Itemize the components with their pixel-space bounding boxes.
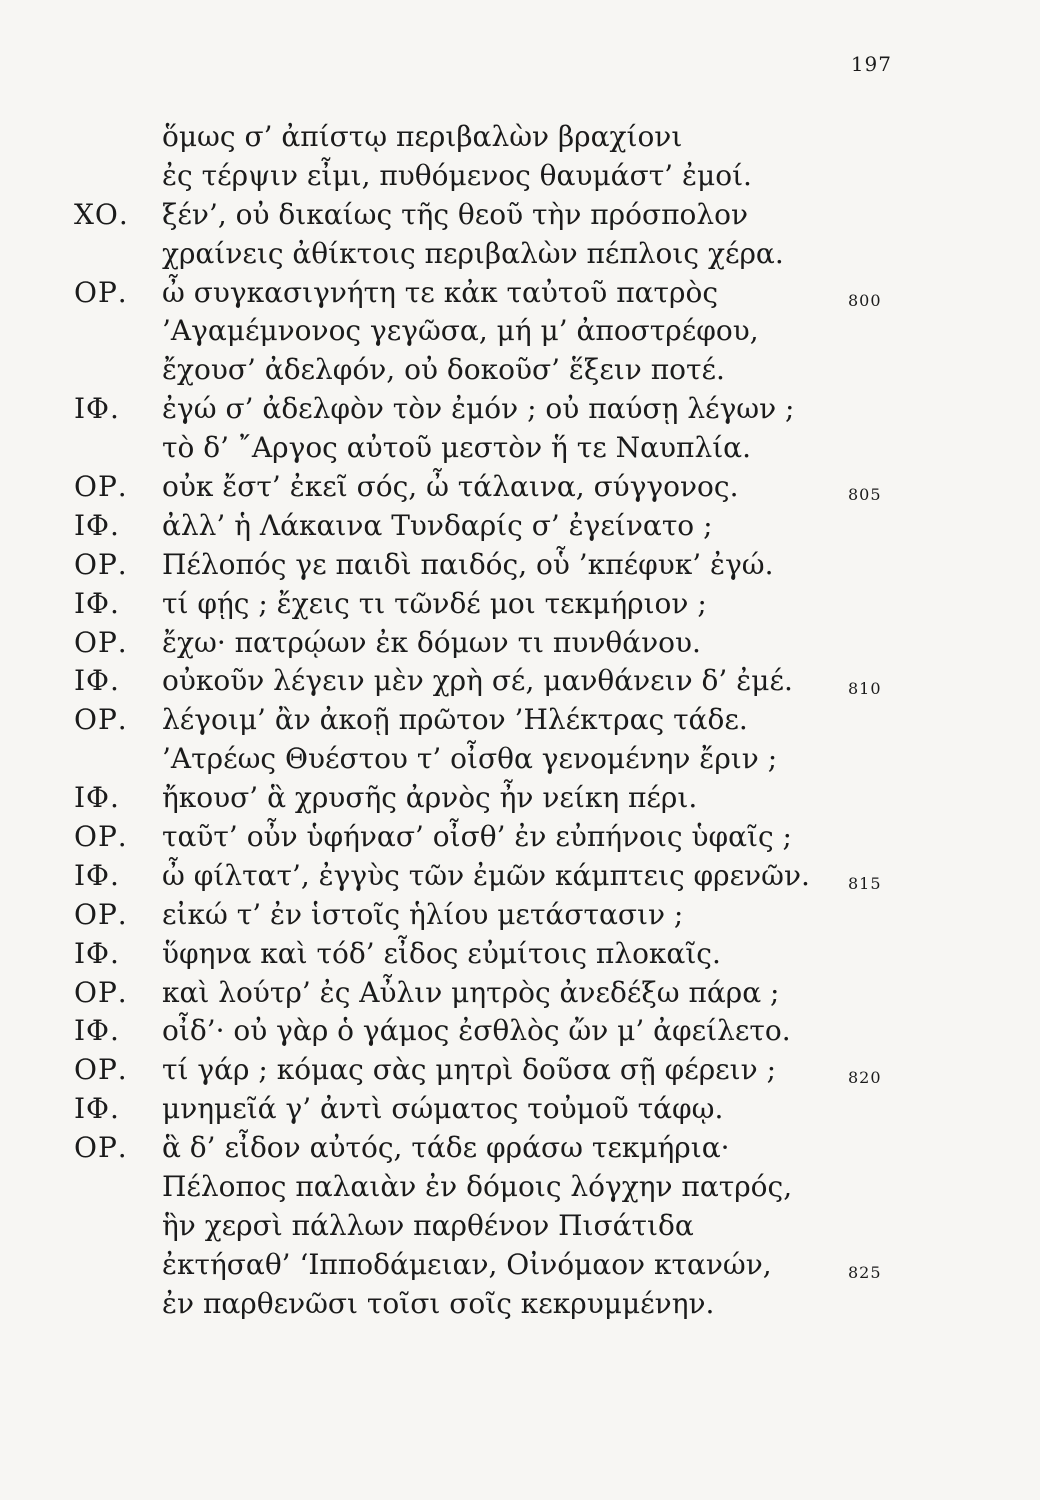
verse-line <box>0 1168 1040 1207</box>
verse-line <box>0 701 1040 740</box>
verse-lines <box>0 118 1040 1324</box>
speaker-label: ΟΡ. <box>74 470 128 504</box>
verse-line <box>0 1012 1040 1051</box>
verse-line <box>0 1090 1040 1129</box>
verse-text: ἐκτήσαθ’ ‘Ιπποδάμειαν, Οἰνόμαον κτανών, <box>162 1247 772 1281</box>
speaker-label: ΟΡ. <box>74 547 128 581</box>
verse-line <box>0 1246 1040 1285</box>
verse-text: ταῦτ’ οὖν ὑφήνασ’ οἶσθ’ ἐν εὐπήνοις ὑφαῖς ; <box>162 820 792 854</box>
verse-text: τί γάρ ; κόμας σὰς μητρὶ δοῦσα σῇ φέρειν ; <box>162 1053 777 1087</box>
verse-text: ἣν χερσὶ πάλλων παρθένον Πισάτιδα <box>162 1208 694 1242</box>
speaker-label: ΟΡ. <box>74 1053 128 1087</box>
verse-text: οὐκοῦν λέγειν μὲν χρὴ σέ, μανθάνειν δ’ ἐμέ. <box>162 664 793 698</box>
speaker-label: ΙΦ. <box>74 508 120 542</box>
verse-line <box>0 740 1040 779</box>
verse-line <box>0 624 1040 663</box>
verse-text: ἐς τέρψιν εἶμι, πυθόμενος θαυμάστ’ ἐμοί. <box>162 158 752 192</box>
verse-line <box>0 896 1040 935</box>
verse-line <box>0 429 1040 468</box>
speaker-label: ΟΡ. <box>74 820 128 854</box>
verse-text: ἔχω· πατρῴων ἐκ δόμων τι πυνθάνου. <box>162 625 701 659</box>
verse-text: Πέλοπος παλαιὰν ἐν δόμοις λόγχην πατρός, <box>162 1170 793 1204</box>
verse-text: ἀλλ’ ἡ Λάκαινα Τυνδαρίς σ’ ἐγείνατο ; <box>162 508 713 542</box>
verse-text: ὕφηνα καὶ τόδ’ εἶδος εὐμίτοις πλοκαῖς. <box>162 936 721 970</box>
speaker-label: ΧΟ. <box>74 197 129 231</box>
speaker-label: ΙΦ. <box>74 1014 120 1048</box>
verse-text: οὐκ ἔστ’ ἐκεῖ σός, ὦ τάλαινα, σύγγονος. <box>162 470 739 504</box>
verse-line <box>0 1285 1040 1324</box>
verse-line <box>0 235 1040 274</box>
verse-text: ἐγώ σ’ ἀδελφὸν τὸν ἐμόν ; οὐ παύσῃ λέγων ; <box>162 392 795 426</box>
verse-text: λέγοιμ’ ἂν ἀκοῇ πρῶτον ’Ηλέκτρας τάδε. <box>162 703 748 737</box>
verse-line <box>0 1051 1040 1090</box>
verse-line <box>0 546 1040 585</box>
speaker-label: ΟΡ. <box>74 275 128 309</box>
verse-text: ἔχουσ’ ἀδελφόν, οὐ δοκοῦσ’ ἕξειν ποτέ. <box>162 353 725 387</box>
verse-text: ἐν παρθενῶσι τοῖσι σοῖς κεκρυμμένην. <box>162 1286 715 1320</box>
verse-line <box>0 779 1040 818</box>
line-number: 820 <box>848 1068 882 1088</box>
verse-line <box>0 196 1040 235</box>
verse-line <box>0 351 1040 390</box>
verse-text: ’Ατρέως Θυέστου τ’ οἶσθα γενομένην ἔριν ; <box>162 742 778 776</box>
verse-line <box>0 118 1040 157</box>
verse-text: τί φῄς ; ἔχεις τι τῶνδέ μοι τεκμήριον ; <box>162 586 707 620</box>
speaker-label: ΟΡ. <box>74 897 128 931</box>
speaker-label: ΙΦ. <box>74 936 120 970</box>
verse-text: καὶ λούτρ’ ἐς Αὖλιν μητρὸς ἀνεδέξω πάρα ; <box>162 975 780 1009</box>
page-number: 197 <box>850 52 892 76</box>
verse-line <box>0 974 1040 1013</box>
verse-line <box>0 157 1040 196</box>
speaker-label: ΙΦ. <box>74 664 120 698</box>
verse-line <box>0 1207 1040 1246</box>
verse-line <box>0 662 1040 701</box>
verse-line <box>0 312 1040 351</box>
line-number: 815 <box>848 873 882 893</box>
speaker-label: ΙΦ. <box>74 858 120 892</box>
verse-line <box>0 390 1040 429</box>
speaker-label: ΙΦ. <box>74 392 120 426</box>
speaker-label: ΟΡ. <box>74 625 128 659</box>
verse-text: ὅμως σ’ ἀπίστῳ περιβαλὼν βραχίονι <box>162 120 683 153</box>
verse-text: ὦ φίλτατ’, ἐγγὺς τῶν ἐμῶν κάμπτεις φρενῶν. <box>162 858 810 892</box>
verse-line <box>0 1129 1040 1168</box>
verse-line <box>0 857 1040 896</box>
verse-line <box>0 468 1040 507</box>
verse-line <box>0 818 1040 857</box>
verse-text: οἶδ’· οὐ γὰρ ὁ γάμος ἐσθλὸς ὤν μ’ ἀφείλετο. <box>162 1014 791 1048</box>
speaker-label: ΙΦ. <box>74 1092 120 1126</box>
verse-line <box>0 507 1040 546</box>
verse-text: Πέλοπός γε παιδὶ παιδός, οὗ ’κπέφυκ’ ἐγώ. <box>162 547 774 581</box>
verse-text: χραίνεις ἀθίκτοις περιβαλὼν πέπλοις χέρα. <box>162 236 784 270</box>
verse-line <box>0 274 1040 313</box>
line-number: 805 <box>848 485 882 505</box>
verse-text: ξέν’, οὐ δικαίως τῆς θεοῦ τὴν πρόσπολον <box>162 197 748 231</box>
verse-line <box>0 585 1040 624</box>
speaker-label: ΙΦ. <box>74 586 120 620</box>
line-number: 810 <box>848 679 882 699</box>
verse-text: εἰκώ τ’ ἐν ἱστοῖς ἡλίου μετάστασιν ; <box>162 897 684 931</box>
line-number: 800 <box>848 290 882 310</box>
verse-text: μνημεῖά γ’ ἀντὶ σώματος τοὐμοῦ τάφῳ. <box>162 1092 724 1126</box>
speaker-label: ΙΦ. <box>74 781 120 815</box>
verse-text: ἤκουσ’ ἃ χρυσῆς ἀρνὸς ἦν νείκη πέρι. <box>162 781 698 815</box>
speaker-label: ΟΡ. <box>74 1131 128 1165</box>
speaker-label: ΟΡ. <box>74 975 128 1009</box>
verse-text: ὦ συγκασιγνήτη τε κἀκ ταὐτοῦ πατρὸς <box>162 275 718 309</box>
verse-text: ἃ δ’ εἶδον αὐτός, τάδε φράσω τεκμήρια· <box>162 1131 730 1165</box>
verse-text: τὸ δ’ ῎Αργος αὐτοῦ μεστὸν ἥ τε Ναυπλία. <box>162 431 751 465</box>
line-number: 825 <box>848 1262 882 1282</box>
verse-line <box>0 935 1040 974</box>
speaker-label: ΟΡ. <box>74 703 128 737</box>
verse-text: ’Αγαμέμνονος γεγῶσα, μή μ’ ἀποστρέφου, <box>162 314 759 348</box>
